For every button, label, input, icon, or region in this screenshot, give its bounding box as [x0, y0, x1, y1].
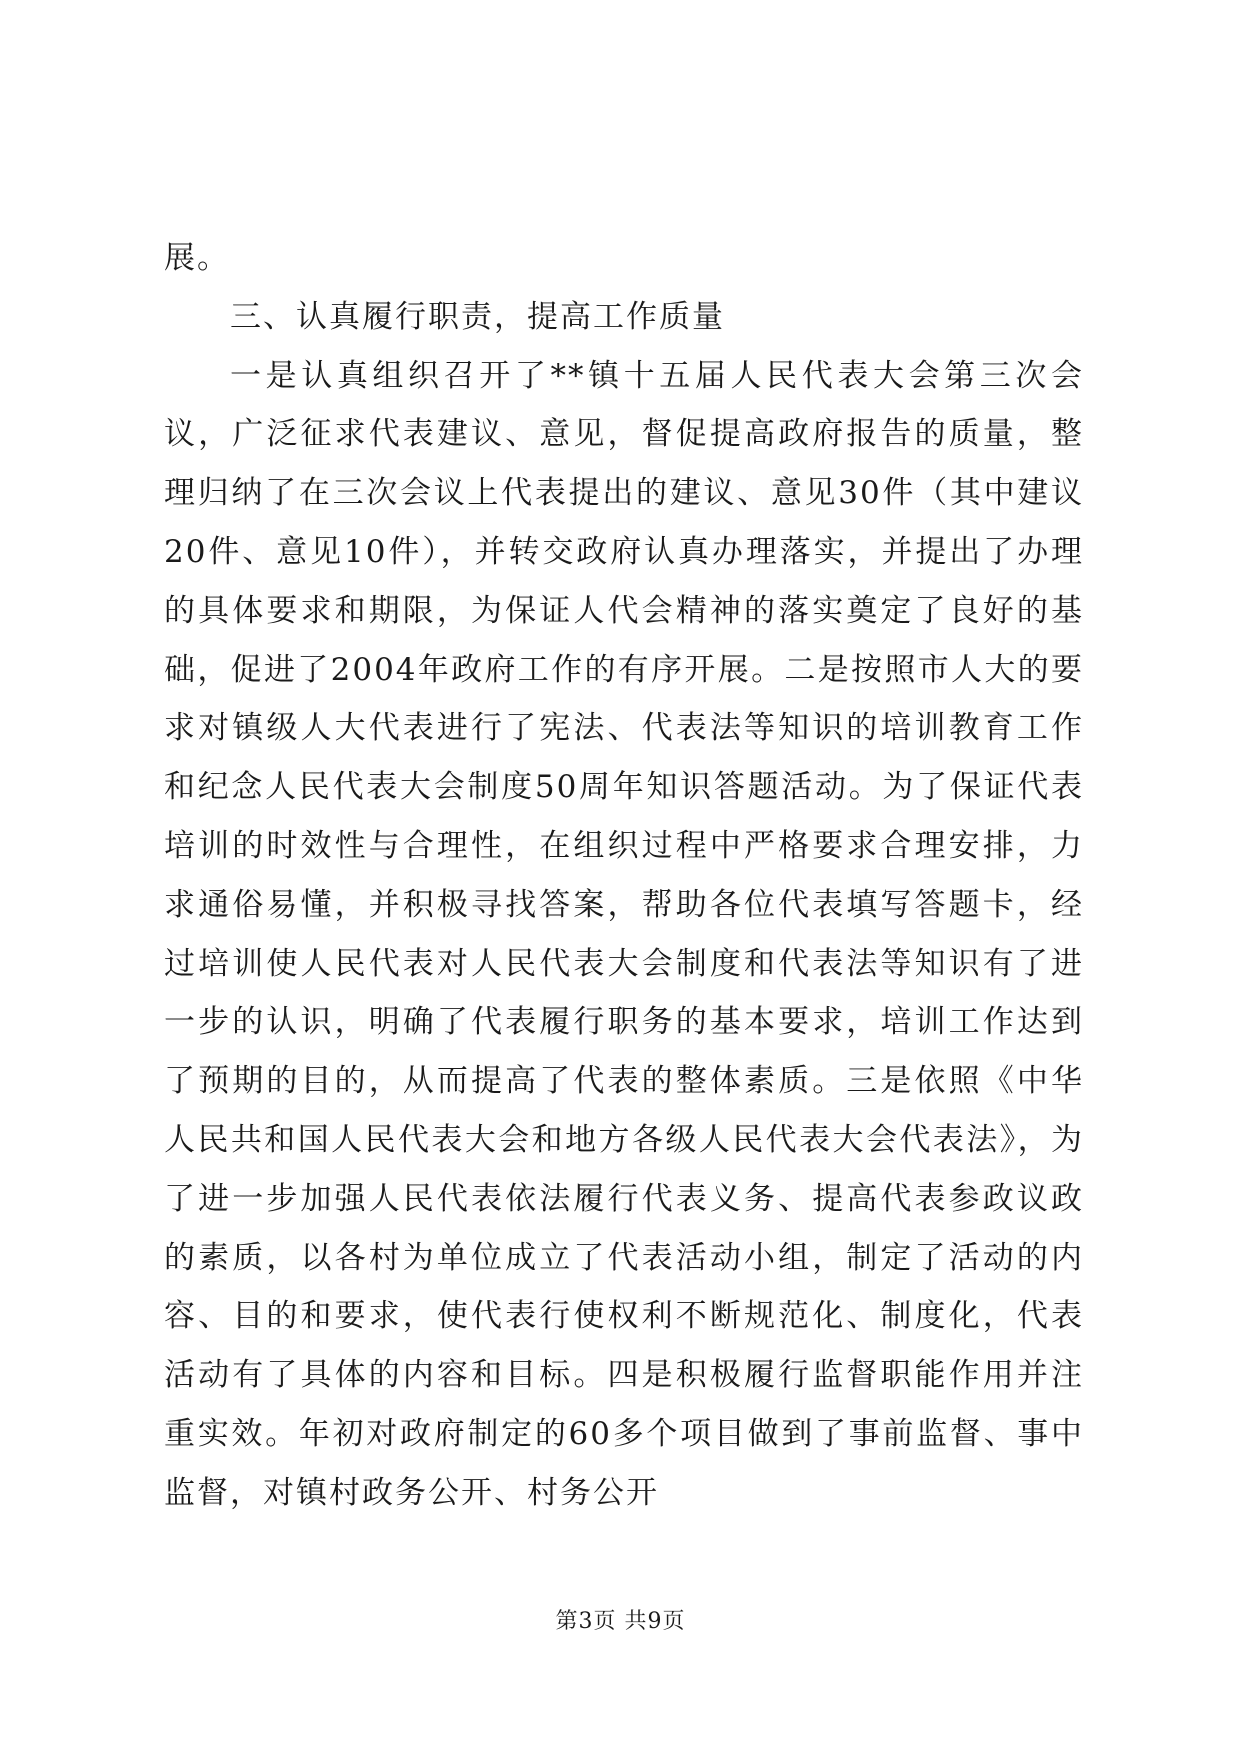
page-number-footer: 第3页 共9页: [555, 1609, 686, 1634]
continuation-line: 展。: [164, 240, 230, 276]
document-body: [164, 229, 1084, 1523]
body-paragraph: 一是认真组织召开了**镇十五届人民代表大会第三次会议，广泛征求代表建议、意见，督促提高政府报告的质量，整理归纳了在三次会议上代表提出的建议、意见30件（其中建议20件、意见10件），并转交政府认真办理落实，并提出了办理的具体要求和期限，为保证人代会精神的落实奠定了良好的基础，促进了2004年政府工作的有序开展。二是按照市人大的要求对镇级人大代表进行了宪法、代表法等知识的培训教育工作和纪念人民代表大会制度50周年知识答题活动。为了保证代表培训的时效性与合理性，在组织过程中严格要求合理安排，力求通俗易懂，并积极寻找答案，帮助各位代表填写答题卡，经过培训使人民代表对人民代表大会制度和代表法等知识有了进一步的认识，明确了代表履行职务的基本要求，培训工作达到了预期的目的，从而提高了代表的整体素质。三是依照《中华人民共和国人民代表大会和地方各级人民代表大会代表法》，为了进一步加强人民代表依法履行代表义务、提高代表参政议政的素质，以各村为单位成立了代表活动小组，制定了活动的内容、目的和要求，使代表行使权利不断规范化、制度化，代表活动有了具体的内容和目标。四是积极履行监督职能作用并注重实效。年初对政府制定的60多个项目做到了事前监督、事中监督，对镇村政务公开、村务公开: [164, 357, 1084, 1511]
section-heading: 三、认真履行职责，提高工作质量: [230, 298, 725, 335]
